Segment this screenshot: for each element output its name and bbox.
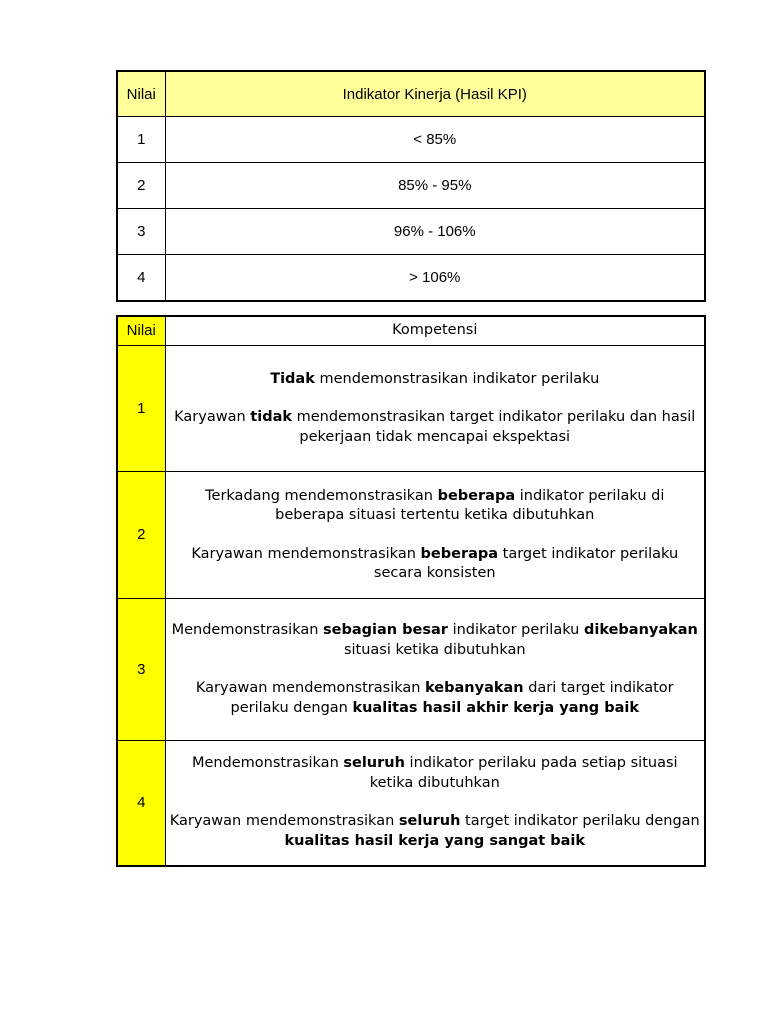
kpi-nilai-cell: 1 <box>117 117 165 163</box>
text-segment: situasi ketika dibutuhkan <box>343 641 526 658</box>
bold-text: kualitas hasil kerja yang sangat baik <box>284 832 585 849</box>
bold-text: kualitas hasil akhir kerja yang baik <box>352 699 640 716</box>
text-segment: Karyawan mendemonstrasikan <box>195 680 426 696</box>
text-segment: Mendemonstrasikan <box>191 755 344 772</box>
kpi-header-row <box>117 71 705 117</box>
bold-text: Tidak <box>270 370 315 387</box>
kpi-header-indikator: Indikator Kinerja (Hasil KPI) <box>165 71 705 117</box>
kompetensi-header-kompetensi: Kompetensi <box>165 316 705 346</box>
kpi-indikator-cell: > 106% <box>165 255 705 302</box>
text-segment: dari target indikator perilaku dengan <box>230 680 674 716</box>
text-segment: target indikator perilaku dengan <box>460 813 700 830</box>
kompetensi-paragraph-1 <box>170 487 701 526</box>
kpi-table <box>116 70 706 302</box>
table-row <box>117 163 705 209</box>
kompetensi-nilai-cell: 4 <box>117 741 165 866</box>
kpi-indikator-cell: < 85% <box>165 117 705 163</box>
kpi-header-nilai: Nilai <box>117 71 165 117</box>
table-row <box>117 346 705 472</box>
kompetensi-header-row <box>117 316 705 346</box>
bold-text: seluruh <box>398 813 461 830</box>
kpi-indikator-cell: 85% - 95% <box>165 163 705 209</box>
table-row <box>117 599 705 741</box>
bold-text: beberapa <box>420 545 499 562</box>
kpi-indikator-cell: 96% - 106% <box>165 209 705 255</box>
text-segment: Karyawan mendemonstrasikan <box>169 813 399 830</box>
table-row <box>117 255 705 302</box>
kompetensi-paragraph-1 <box>170 754 701 793</box>
table-row <box>117 209 705 255</box>
bold-text: dikebanyakan <box>583 622 698 638</box>
kompetensi-paragraph-2 <box>170 679 701 718</box>
text-segment: indikator perilaku di beberapa situasi tertentu ketika dibutuhkan <box>275 487 665 523</box>
kompetensi-nilai-cell: 2 <box>117 472 165 599</box>
text-segment: mendemonstrasikan indikator perilaku <box>314 370 600 387</box>
kompetensi-paragraph-2 <box>170 812 701 851</box>
table-row <box>117 741 705 866</box>
kompetensi-paragraph-2 <box>170 408 701 447</box>
table-row <box>117 472 705 599</box>
kompetensi-paragraph-1 <box>170 370 701 390</box>
kompetensi-header-nilai: Nilai <box>117 316 165 346</box>
text-segment: Karyawan mendemonstrasikan <box>191 545 421 562</box>
kompetensi-desc-cell <box>165 599 705 741</box>
bold-text: sebagian besar <box>323 622 448 638</box>
text-segment: Terkadang mendemonstrasikan <box>205 487 438 504</box>
bold-text: tidak <box>250 409 293 426</box>
text-segment: indikator perilaku <box>447 622 584 638</box>
kompetensi-paragraph-2 <box>170 545 701 584</box>
bold-text: beberapa <box>437 487 516 504</box>
kompetensi-desc-cell <box>165 741 705 866</box>
kompetensi-desc-cell <box>165 472 705 599</box>
text-segment: indikator perilaku pada setiap situasi ketika dibutuhkan <box>369 755 678 791</box>
kompetensi-nilai-cell: 1 <box>117 346 165 472</box>
kpi-nilai-cell: 4 <box>117 255 165 302</box>
text-segment: target indikator perilaku secara konsisten <box>373 545 679 581</box>
table-row <box>117 117 705 163</box>
kpi-nilai-cell: 2 <box>117 163 165 209</box>
kpi-nilai-cell: 3 <box>117 209 165 255</box>
bold-text: kebanyakan <box>425 680 524 696</box>
kompetensi-desc-cell <box>165 346 705 472</box>
bold-text: seluruh <box>343 755 405 772</box>
kompetensi-table <box>116 315 706 867</box>
text-segment: Mendemonstrasikan <box>171 622 324 638</box>
text-segment: Karyawan <box>174 409 251 426</box>
kompetensi-paragraph-1 <box>170 621 701 660</box>
kompetensi-nilai-cell: 3 <box>117 599 165 741</box>
text-segment: mendemonstrasikan target indikator perilaku dan hasil pekerjaan tidak mencapai ekspektasi <box>292 409 696 445</box>
